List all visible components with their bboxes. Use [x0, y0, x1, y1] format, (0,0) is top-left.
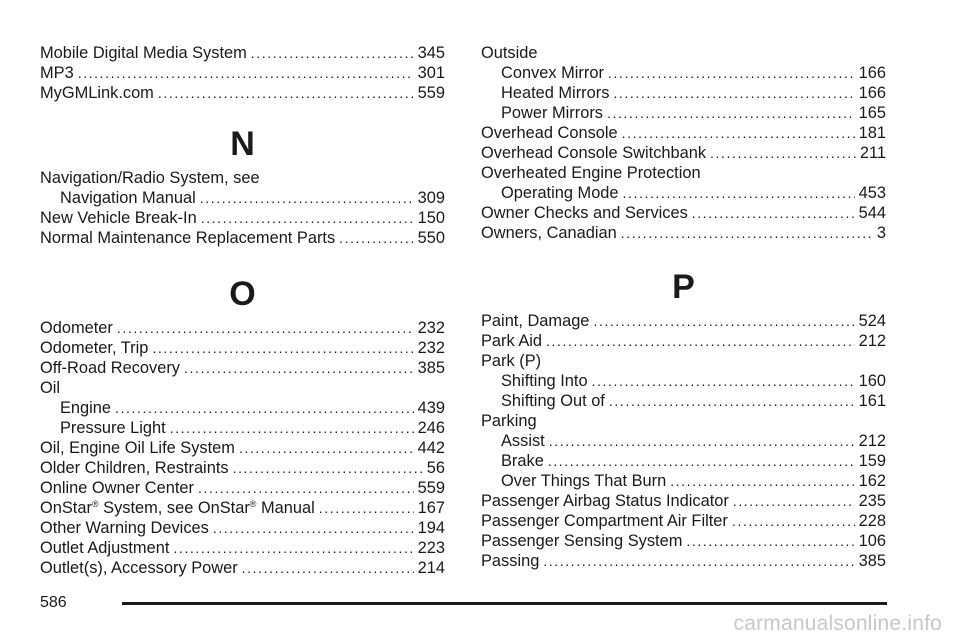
- page-number: 586: [40, 594, 67, 611]
- index-entry: Off-Road Recovery ..... 385: [40, 358, 445, 378]
- section-letter-o: O: [229, 275, 256, 313]
- index-entry: Other Warning Devices ..... 194: [40, 518, 445, 538]
- index-subentry: Operating Mode ..... 453: [481, 183, 886, 203]
- index-subentry: Over Things That Burn ..... 162: [481, 471, 886, 491]
- index-entry: Mobile Digital Media System ..... 345: [40, 43, 445, 63]
- index-entry: MP3 ..... 301: [40, 63, 445, 83]
- index-entry: OnStar® System, see OnStar® Manual ..... 167: [40, 498, 445, 518]
- index-entry: Older Children, Restraints ..... 56: [40, 458, 445, 478]
- index-entry: Owners, Canadian ..... 3: [481, 223, 886, 243]
- index-subentry: Pressure Light ..... 246: [40, 418, 445, 438]
- index-subentry: Power Mirrors ..... 165: [481, 103, 886, 123]
- index-subentry: Brake ..... 159: [481, 451, 886, 471]
- index-column-left: [40, 0, 445, 578]
- index-entry: Owner Checks and Services ..... 544: [481, 203, 886, 223]
- index-entry: MyGMLink.com ..... 559: [40, 83, 445, 103]
- index-entry: Passenger Sensing System ..... 106: [481, 531, 886, 551]
- index-entry: Oil: [40, 379, 61, 397]
- index-subentry: Shifting Into ..... 160: [481, 371, 886, 391]
- index-entry: New Vehicle Break-In ..... 150: [40, 208, 445, 228]
- index-entry: Overheated Engine Protection: [481, 164, 701, 182]
- index-entry: Parking: [481, 412, 537, 430]
- index-entry: Passing ..... 385: [481, 551, 886, 571]
- index-entry: Odometer ..... 232: [40, 318, 445, 338]
- index-subentry: Assist ..... 212: [481, 431, 886, 451]
- index-entry: Park Aid ..... 212: [481, 331, 886, 351]
- index-subentry: Navigation Manual ..... 309: [40, 188, 445, 208]
- index-subentry: Shifting Out of ..... 161: [481, 391, 886, 411]
- footer-divider: [122, 602, 887, 605]
- section-letter-n: N: [230, 125, 255, 163]
- index-column-right: [481, 0, 886, 571]
- index-entry: Park (P): [481, 352, 542, 370]
- index-entry: Outlet(s), Accessory Power ..... 214: [40, 558, 445, 578]
- index-entry: Paint, Damage ..... 524: [481, 311, 886, 331]
- index-entry: Outside: [481, 44, 538, 62]
- index-entry: Odometer, Trip ..... 232: [40, 338, 445, 358]
- section-letter-p: P: [672, 268, 695, 306]
- index-subentry: Convex Mirror ..... 166: [481, 63, 886, 83]
- index-subentry: Heated Mirrors ..... 166: [481, 83, 886, 103]
- index-entry: Navigation/Radio System, see: [40, 169, 260, 187]
- index-entry: Passenger Compartment Air Filter ..... 228: [481, 511, 886, 531]
- index-entry: Overhead Console Switchbank ..... 211: [481, 143, 886, 163]
- index-entry: Outlet Adjustment ..... 223: [40, 538, 445, 558]
- index-entry: Overhead Console ..... 181: [481, 123, 886, 143]
- index-entry: Oil, Engine Oil Life System ..... 442: [40, 438, 445, 458]
- index-entry: Normal Maintenance Replacement Parts ..... 550: [40, 228, 445, 248]
- index-subentry: Engine ..... 439: [40, 398, 445, 418]
- watermark-text: carmanualsonline.info: [733, 612, 942, 635]
- index-entry: Passenger Airbag Status Indicator ..... 235: [481, 491, 886, 511]
- index-entry: Online Owner Center ..... 559: [40, 478, 445, 498]
